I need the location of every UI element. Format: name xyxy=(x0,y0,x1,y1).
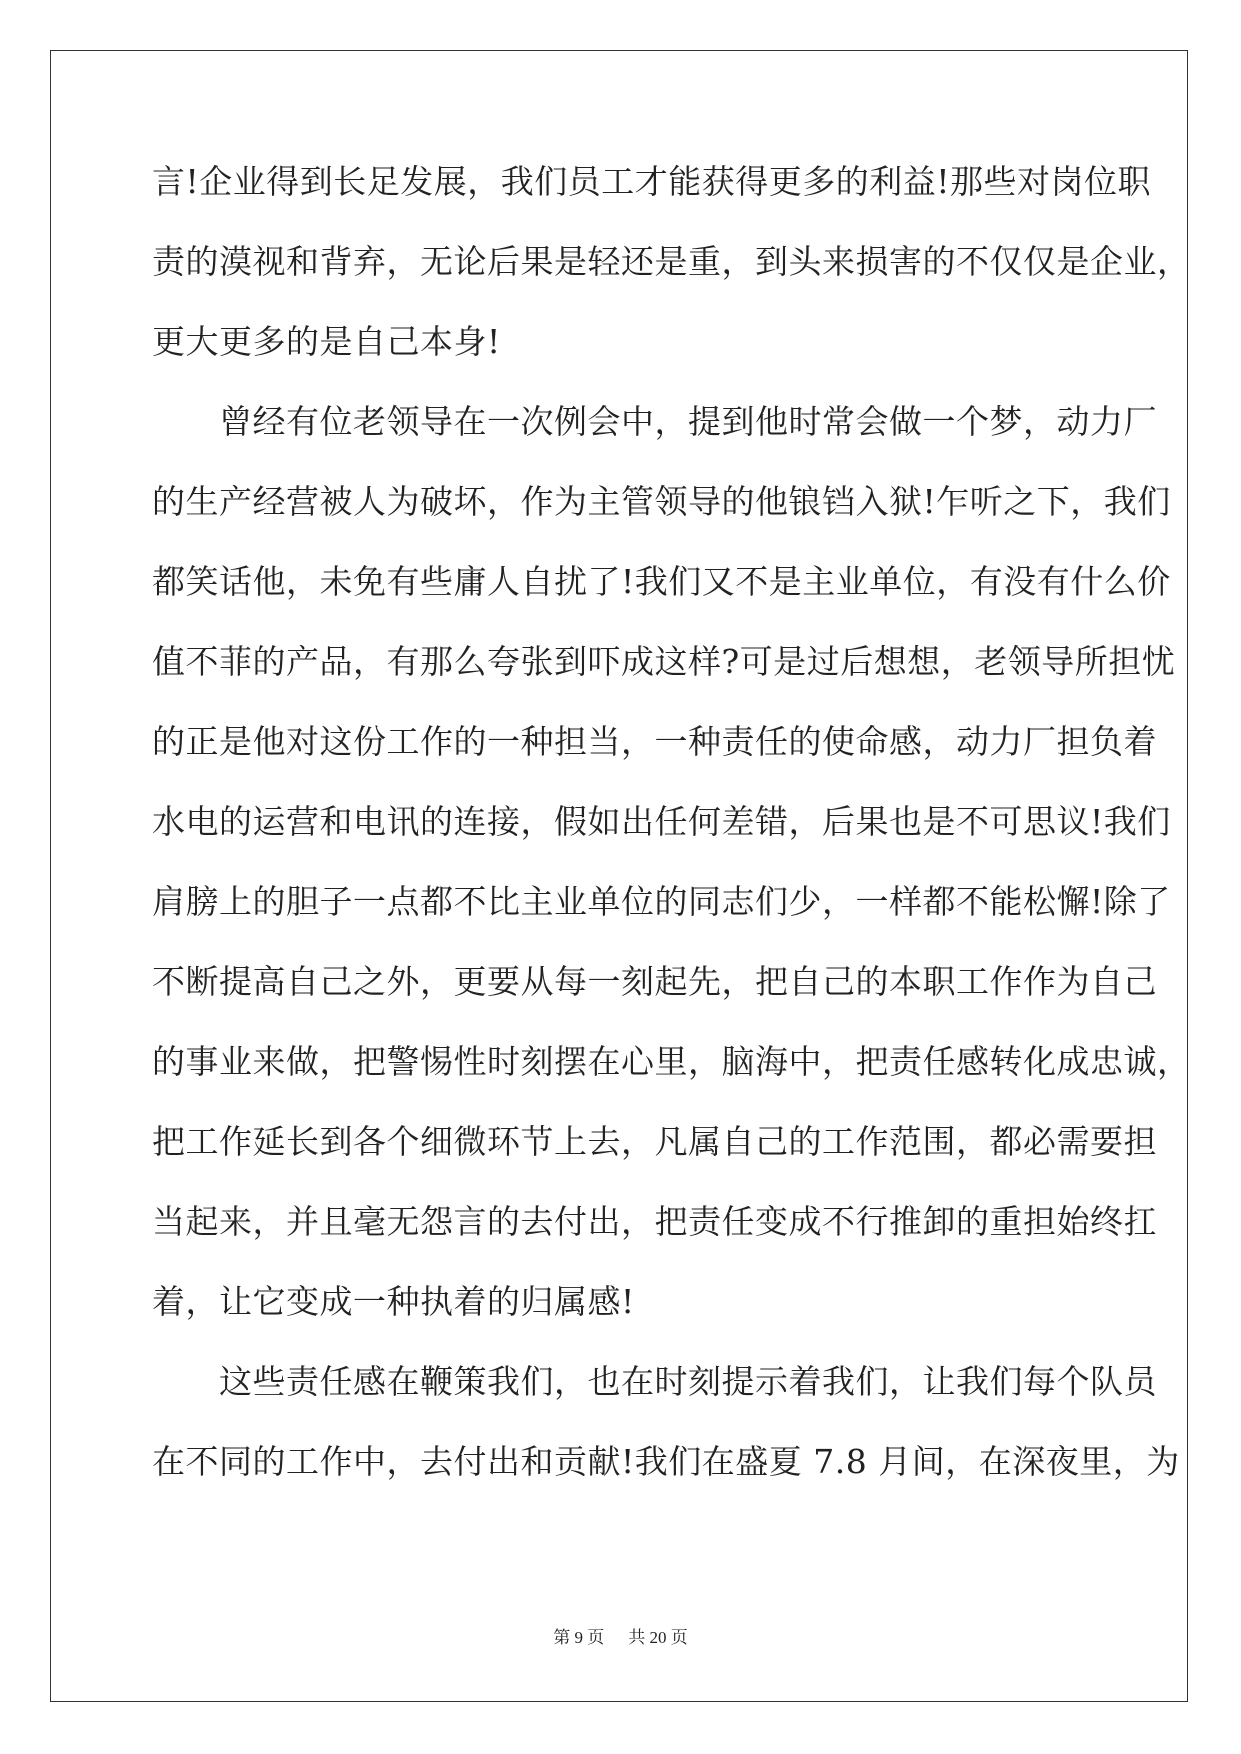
text-line: 不断提高自己之外，更要从每一刻起先，把自己的本职工作作为自己 xyxy=(152,962,1157,1001)
text-line: 这些责任感在鞭策我们，也在时刻提示着我们，让我们每个队员 xyxy=(152,1362,1157,1401)
text-line: 当起来，并且毫无怨言的去付出，把责任变成不行推卸的重担始终扛 xyxy=(152,1202,1157,1241)
page-number: 第 9 页 xyxy=(553,1628,605,1647)
page-footer xyxy=(0,1623,1241,1648)
text-line: 在不同的工作中，去付出和贡献!我们在盛夏 7.8 月间，在深夜里，为 xyxy=(152,1442,1180,1481)
text-line: 的事业来做，把警惕性时刻摆在心里，脑海中，把责任感转化成忠诚， xyxy=(152,1042,1191,1081)
text-line: 值不菲的产品，有那么夸张到吓成这样?可是过后想想，老领导所担忧 xyxy=(152,642,1176,681)
text-line: 着，让它变成一种执着的归属感! xyxy=(152,1282,635,1321)
text-line: 都笑话他，未免有些庸人自扰了!我们又不是主业单位，有没有什么价 xyxy=(152,562,1171,601)
text-line: 的正是他对这份工作的一种担当，一种责任的使命感，动力厂担负着 xyxy=(152,722,1157,761)
text-line: 肩膀上的胆子一点都不比主业单位的同志们少，一样都不能松懈!除了 xyxy=(152,882,1171,921)
document-body xyxy=(152,160,1191,1520)
text-line: 把工作延长到各个细微环节上去，凡属自己的工作范围，都必需要担 xyxy=(152,1122,1157,1161)
text-line: 言!企业得到长足发展，我们员工才能获得更多的利益!那些对岗位职 xyxy=(152,162,1152,201)
page-total: 共 20 页 xyxy=(628,1628,688,1647)
text-line: 更大更多的是自己本身! xyxy=(152,322,501,361)
text-line: 曾经有位老领导在一次例会中，提到他时常会做一个梦，动力厂 xyxy=(152,402,1157,441)
text-line: 的生产经营被人为破坏，作为主管领导的他锒铛入狱!乍听之下，我们 xyxy=(152,482,1171,521)
text-line: 水电的运营和电讯的连接，假如出任何差错，后果也是不可思议!我们 xyxy=(152,802,1171,841)
text-line: 责的漠视和背弃，无论后果是轻还是重，到头来损害的不仅仅是企业， xyxy=(152,242,1191,281)
